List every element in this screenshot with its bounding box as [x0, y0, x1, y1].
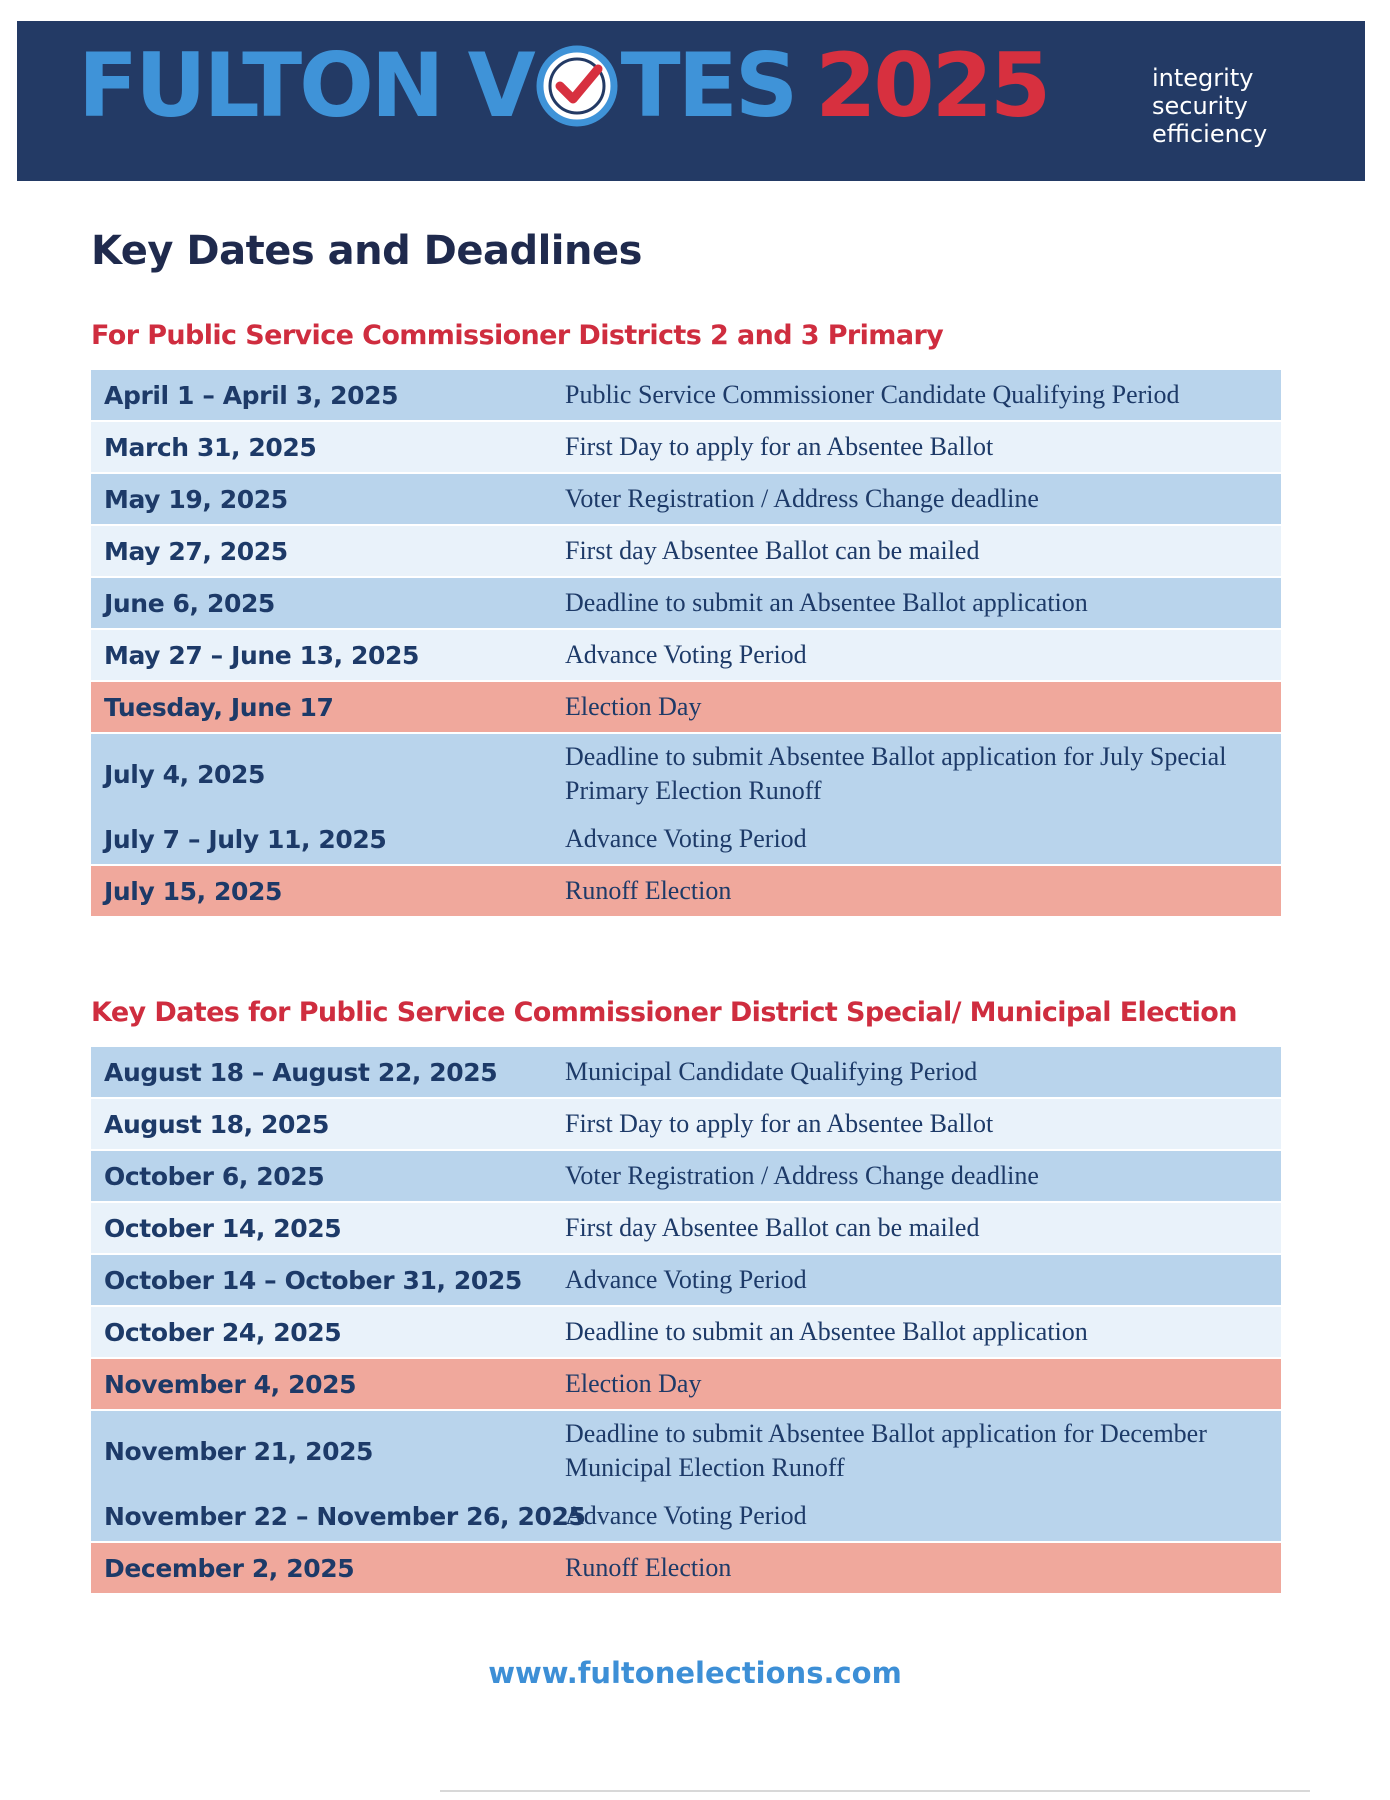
row-date: October 14, 2025 [104, 1213, 342, 1243]
row-date: August 18, 2025 [104, 1109, 329, 1139]
table-row-runoff [91, 1543, 1281, 1593]
row-description: Advance Voting Period [565, 1501, 807, 1530]
row-description: Municipal Candidate Qualifying Period [565, 1057, 978, 1086]
row-description: First day Absentee Ballot can be mailed [565, 536, 980, 565]
row-date: October 14 – October 31, 2025 [104, 1265, 522, 1295]
row-description: Election Day [565, 692, 702, 721]
row-date: October 24, 2025 [104, 1317, 342, 1347]
row-description: Election Day [565, 1369, 702, 1398]
table-row [91, 370, 1281, 420]
table-row-election-day [91, 1359, 1281, 1409]
section-1-title: For Public Service Commissioner Districts 2 and 3 Primary [91, 320, 944, 351]
row-date: July 7 – July 11, 2025 [104, 824, 387, 854]
footer-divider [440, 1790, 1310, 1792]
row-date: July 15, 2025 [104, 876, 283, 906]
row-description: Runoff Election [565, 1553, 732, 1582]
tagline [1152, 64, 1352, 148]
table-row [91, 1151, 1281, 1201]
tagline-security: security [1152, 92, 1248, 120]
section-1-table [91, 370, 1281, 918]
row-date: April 1 – April 3, 2025 [104, 380, 399, 410]
section-2-table [91, 1047, 1281, 1595]
fulton-votes-logo [78, 33, 1049, 137]
logo-letter-v: V [467, 33, 533, 137]
row-date: May 27 – June 13, 2025 [104, 640, 420, 670]
row-description: First day Absentee Ballot can be mailed [565, 1213, 980, 1242]
table-row [91, 1255, 1281, 1305]
table-row [91, 1411, 1281, 1491]
table-row [91, 1307, 1281, 1357]
row-date: Tuesday, June 17 [104, 692, 334, 722]
table-row [91, 1491, 1281, 1541]
row-date: June 6, 2025 [104, 588, 275, 618]
table-row [91, 474, 1281, 524]
section-2-title: Key Dates for Public Service Commissioner District Special/ Municipal Election [91, 997, 1237, 1028]
row-description: First Day to apply for an Absentee Ballot [565, 1109, 994, 1138]
row-date: March 31, 2025 [104, 432, 317, 462]
table-row [91, 1047, 1281, 1097]
row-date: November 21, 2025 [104, 1436, 374, 1466]
table-row-runoff [91, 866, 1281, 916]
row-date: November 22 – November 26, 2025 [104, 1501, 586, 1531]
row-description: Advance Voting Period [565, 824, 807, 853]
table-row [91, 526, 1281, 576]
table-row [91, 734, 1281, 814]
logo-word-tes: TES [620, 33, 796, 137]
row-description: Public Service Commissioner Candidate Qualifying Period [565, 380, 1180, 409]
row-date: November 4, 2025 [104, 1369, 357, 1399]
website-link[interactable]: www.fultonelections.com [488, 1656, 902, 1690]
row-description: Deadline to submit Absentee Ballot application for December Municipal Election Runoff [565, 1419, 1207, 1482]
logo-word-fulton: FULTON [78, 33, 442, 137]
row-date: July 4, 2025 [104, 759, 266, 789]
row-date: December 2, 2025 [104, 1553, 355, 1583]
row-description: Deadline to submit an Absentee Ballot application [565, 1317, 1088, 1346]
row-description: Deadline to submit an Absentee Ballot application [565, 588, 1088, 617]
logo-year: 2025 [815, 33, 1049, 137]
row-description: Advance Voting Period [565, 640, 807, 669]
table-row [91, 1099, 1281, 1149]
table-row-election-day [91, 682, 1281, 732]
row-description: Voter Registration / Address Change deadline [565, 1161, 1039, 1190]
table-row [91, 630, 1281, 680]
tagline-integrity: integrity [1152, 64, 1254, 92]
tagline-efficiency: efficiency [1152, 120, 1268, 148]
row-description: Deadline to submit Absentee Ballot application for July Special Primary Election Runoff [565, 742, 1227, 805]
row-date: August 18 – August 22, 2025 [104, 1057, 498, 1087]
table-row [91, 422, 1281, 472]
table-row [91, 1203, 1281, 1253]
row-description: Voter Registration / Address Change deadline [565, 484, 1039, 513]
row-date: October 6, 2025 [104, 1161, 325, 1191]
page-title: Key Dates and Deadlines [91, 228, 642, 274]
row-description: First Day to apply for an Absentee Ballot [565, 432, 994, 461]
table-row [91, 578, 1281, 628]
row-description: Runoff Election [565, 876, 732, 905]
row-date: May 19, 2025 [104, 484, 288, 514]
row-date: May 27, 2025 [104, 536, 288, 566]
checkmark-circle-icon [535, 44, 619, 128]
table-row [91, 814, 1281, 864]
row-description: Advance Voting Period [565, 1265, 807, 1294]
